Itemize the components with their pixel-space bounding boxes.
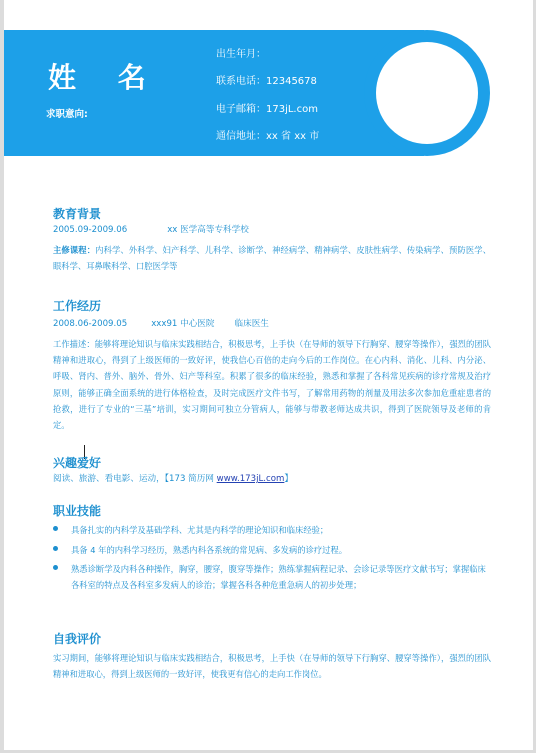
contact-phone-label: 联系电话： — [216, 76, 266, 87]
courses-text: 内科学、外科学、妇产科学、儿科学、诊断学、神经病学、精神病学、皮肤性病学、传染病学、预防医学、眼科学、耳鼻喉科学、口腔医学等 — [53, 245, 491, 272]
courses-label: 主修课程： — [53, 245, 96, 255]
self-evaluation-text[interactable]: 实习期间，能够将理论知识与临床实践相结合，积极思考，上手快（在导师的领导下行胸穿、腰穿等操作），强烈的团队精神和进取心，得到上级医师的一致好评，使我更有信心的走向工作岗位。 — [53, 653, 491, 680]
skill-text: 具备 4 年的内科学习经历，熟悉内科各系统的常见病、多发病的诊疗过程。 — [71, 545, 348, 555]
contact-address[interactable] — [216, 127, 319, 142]
contact-address-value: ：xx 省 xx 市 — [256, 131, 320, 142]
work-description[interactable]: 工作描述：能够将理论知识与临床实践相结合，积极思考，上手快（在导师的领导下行胸穿、腰穿等操作），强烈的团队精神和进取心，得到了上级医师的一致好评，使我信心百倍的走向今后的工作岗位。在心内科、消化、儿科、内分泌、呼吸、肾内、普外、脑外、骨外、妇产等科室。积累了很多的临床经验，熟悉和掌握了各科常见疾病的诊疗常规及治疗原则，能够正确全面系统的进行体格检查，及时完成医疗文件书写，了解常用药物的剂量及用法多次参加危重症患者的抢救，进行了专业的“三基”培训，实习期间可独立分管病人，能够与带教老师达成共识，得到了医院领导及老师的肯定。 — [53, 339, 491, 431]
bullet-dot-icon — [53, 546, 58, 551]
work-role: 临床医生 — [234, 319, 269, 329]
work-entry[interactable] — [53, 316, 493, 332]
work-title[interactable]: 工作经历 — [53, 299, 102, 313]
skill-item[interactable] — [53, 542, 493, 558]
resume-name[interactable]: 姓 名 — [48, 61, 162, 94]
contact-email-label: 电子邮箱： — [216, 104, 266, 115]
photo-placeholder[interactable] — [376, 42, 478, 144]
hobbies-list: 阅读、旅游、看电影、运动，【173 简历网 — [53, 474, 217, 484]
skills-title[interactable]: 职业技能 — [53, 504, 102, 518]
education-courses[interactable] — [53, 242, 491, 274]
hobbies-title[interactable]: 兴趣爱好 — [53, 456, 102, 470]
skill-item[interactable] — [53, 522, 493, 538]
hobbies-suffix: 】 — [284, 474, 293, 484]
work-org: xxx91 中心医院 — [151, 319, 215, 329]
contact-phone[interactable] — [216, 72, 317, 87]
self-evaluation-title[interactable]: 自我评价 — [53, 632, 102, 646]
education-period: 2005.09-2009.06 — [53, 225, 128, 235]
skill-text: 具备扎实的内科学及基础学科、尤其是内科学的理论知识和临床经验； — [71, 525, 329, 535]
skill-item[interactable] — [53, 561, 493, 593]
bullet-dot-icon — [53, 526, 58, 531]
contact-birth[interactable] — [216, 45, 266, 60]
education-entry[interactable] — [53, 222, 493, 238]
contact-address-label: 通信地址 — [216, 131, 256, 142]
skill-text: 熟悉诊断学及内科各种操作，胸穿，腰穿，腹穿等操作；熟练掌握病程记录、会诊记录等医疗文献书写；掌握临床各科室的特点及各科室多发病人的诊治；掌握各科各种危重急病人的初步处理； — [71, 564, 486, 591]
education-title[interactable]: 教育背景 — [53, 207, 102, 221]
hobbies-text[interactable] — [53, 471, 493, 487]
bullet-dot-icon — [53, 565, 58, 570]
hobbies-link[interactable]: www.173jL.com — [216, 474, 285, 484]
contact-phone-value: 12345678 — [266, 76, 317, 87]
contact-email[interactable] — [216, 100, 318, 115]
education-school: xx 医学高等专科学校 — [167, 225, 249, 235]
objective-label[interactable]: 求职意向: — [46, 109, 88, 120]
work-period: 2008.06-2009.05 — [53, 319, 128, 329]
contact-birth-label: 出生年月： — [216, 49, 266, 60]
contact-email-value: 173jL.com — [266, 104, 318, 115]
